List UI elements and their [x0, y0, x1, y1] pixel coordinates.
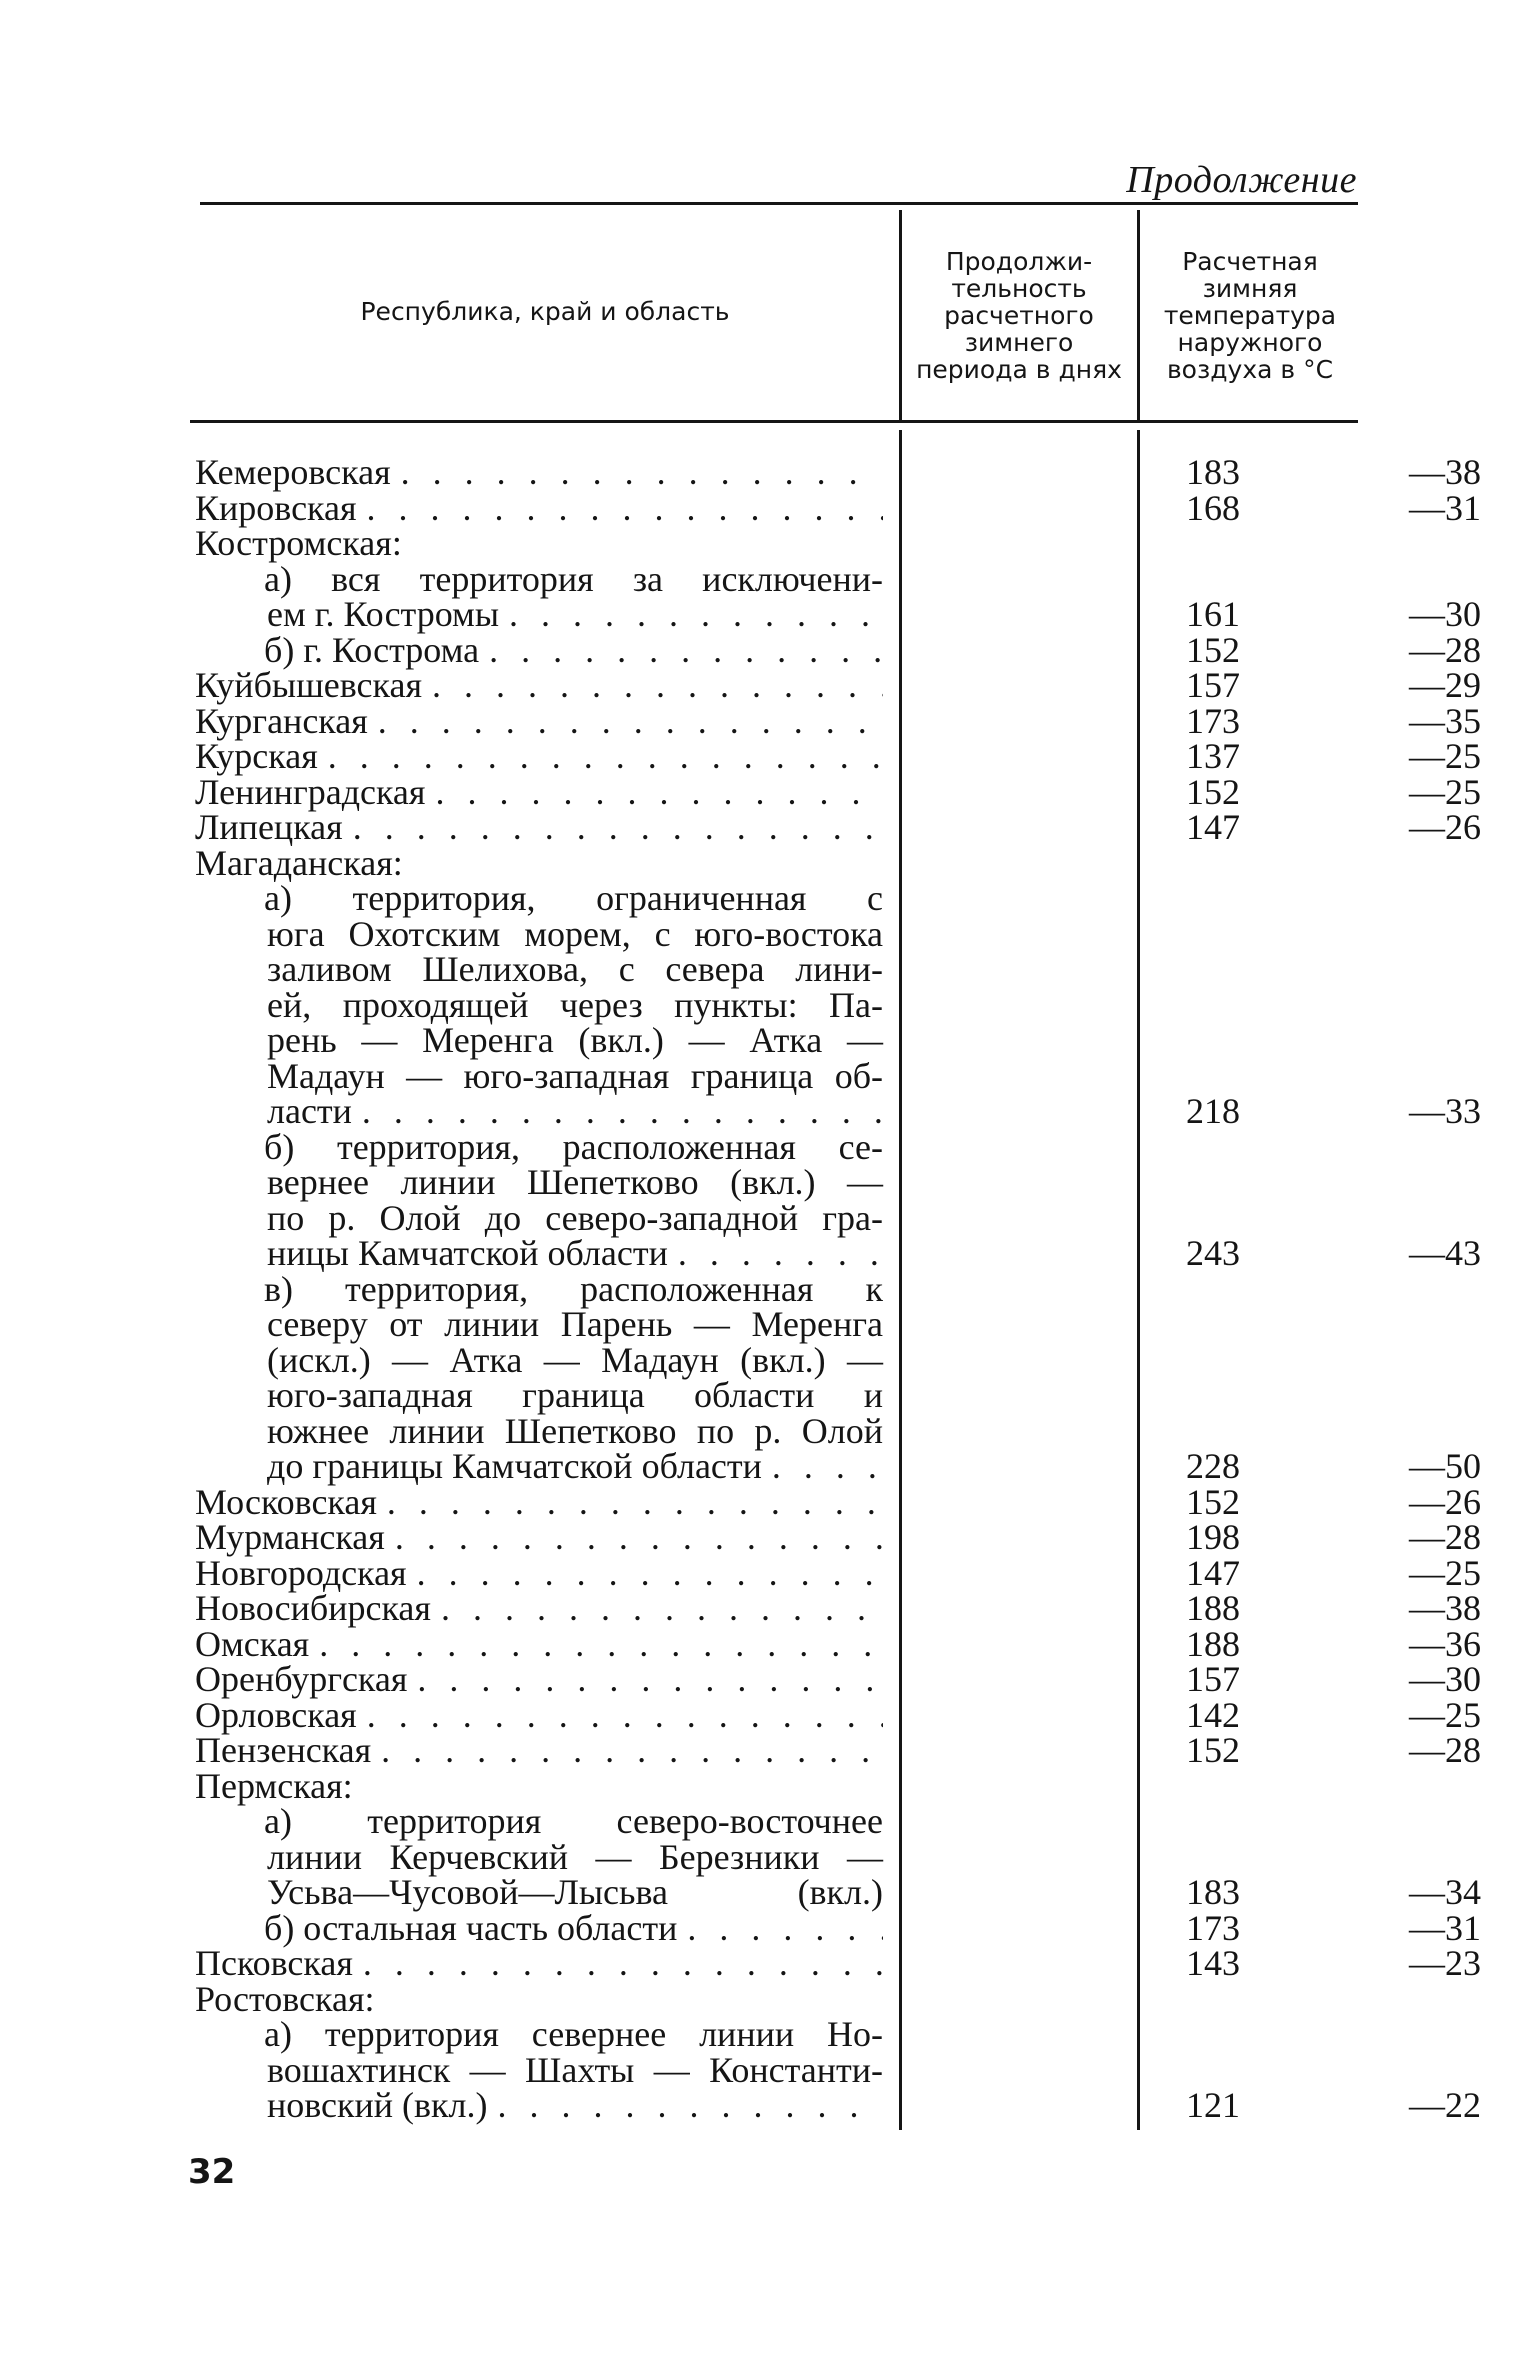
region-cell — [267, 1410, 883, 1451]
dot-leader — [352, 1094, 883, 1130]
temperature-cell: —26 — [1409, 807, 1481, 847]
dot-leader — [343, 810, 883, 846]
temperature-cell: —25 — [1409, 736, 1481, 776]
days-cell: 152 — [1186, 1730, 1240, 1770]
days-cell: 121 — [1186, 2085, 1240, 2125]
region-cell — [267, 1339, 883, 1380]
days-cell: 173 — [1186, 700, 1240, 741]
region-name: новский (вкл.) — [267, 2085, 488, 2125]
region-name: Мадаун — юго-западная граница об- — [267, 1055, 883, 1096]
region-cell — [267, 1055, 883, 1096]
region-cell — [267, 1446, 883, 1486]
region-cell — [195, 523, 883, 563]
region-cell — [267, 2085, 883, 2125]
region-name: Костромская: — [195, 523, 402, 563]
region-cell — [267, 2049, 883, 2090]
temperature-cell: —38 — [1409, 452, 1481, 492]
region-name: вошахтинск — Шахты — Константи- — [267, 2049, 883, 2090]
days-cell: 147 — [1186, 807, 1240, 847]
region-cell — [195, 736, 883, 776]
region-name: заливом Шелихова, с севера лини- — [267, 949, 883, 989]
column-divider-1 — [899, 210, 902, 420]
region-name: б) остальная часть области — [264, 1907, 678, 1948]
region-name: Пензенская — [195, 1730, 372, 1770]
region-cell — [267, 984, 883, 1025]
region-cell — [195, 1517, 883, 1557]
region-name: Оренбургская — [195, 1659, 408, 1699]
header-days-line: Продолжи- — [945, 247, 1093, 276]
region-name: Орловская — [195, 1694, 357, 1735]
region-name: а) вся территория за исключени- — [264, 558, 883, 599]
dot-leader — [371, 1733, 883, 1769]
region-name: (искл.) — Атка — Мадаун (вкл.) — — [267, 1339, 883, 1380]
region-name: Курганская — [195, 700, 368, 741]
header-days — [904, 248, 1134, 383]
temperature-cell: —31 — [1409, 1907, 1481, 1948]
days-cell: 183 — [1186, 1872, 1240, 1912]
region-name: ем г. Костромы — [267, 594, 500, 634]
region-name: Кировская — [195, 487, 357, 528]
region-cell — [267, 1304, 883, 1344]
region-cell — [267, 913, 883, 954]
region-name: южнее линии Шепетково по р. Олой — [267, 1410, 883, 1451]
header-temperature-line: зимняя — [1202, 274, 1298, 303]
region-cell — [264, 1126, 883, 1167]
temperature-cell: —29 — [1409, 665, 1481, 705]
region-name: Липецкая — [195, 807, 343, 847]
region-cell — [267, 1233, 883, 1273]
temperature-cell: —36 — [1409, 1623, 1481, 1664]
region-name: а) территория севернее линии Но- — [264, 2014, 883, 2054]
region-name: по р. Олой до северо-западной гра- — [267, 1197, 883, 1238]
region-name: Ростовская: — [195, 1978, 375, 2019]
page-number: 32 — [188, 2152, 236, 2192]
region-name: линии Керчевский — Березники — — [267, 1836, 883, 1877]
temperature-cell: —28 — [1409, 1730, 1481, 1770]
region-cell — [264, 558, 883, 599]
region-name: б) г. Кострома — [264, 629, 480, 670]
days-cell: 143 — [1186, 1943, 1240, 1983]
dot-leader — [318, 739, 883, 775]
temperature-cell: —38 — [1409, 1588, 1481, 1628]
dot-leader — [407, 1556, 883, 1592]
region-cell — [267, 1197, 883, 1238]
days-cell: 188 — [1186, 1623, 1240, 1664]
region-cell — [195, 1765, 883, 1806]
region-cell — [195, 842, 883, 883]
header-days-line: тельность — [951, 274, 1087, 303]
temperature-cell: —26 — [1409, 1481, 1481, 1522]
region-cell — [195, 487, 883, 528]
region-cell — [195, 771, 883, 812]
region-name: Новгородская — [195, 1552, 407, 1593]
header-days-line: зимнего — [964, 328, 1074, 357]
temperature-cell: —25 — [1409, 771, 1481, 812]
days-cell: 183 — [1186, 452, 1240, 492]
dot-leader — [762, 1449, 883, 1485]
header-days-line: расчетного — [944, 301, 1094, 330]
region-cell — [267, 1836, 883, 1877]
continuation-label: Продолжение — [1126, 159, 1357, 201]
region-cell — [264, 1801, 883, 1841]
header-bottom-rule — [190, 420, 1358, 423]
days-cell: 152 — [1186, 629, 1240, 670]
header-temperature-line: температура — [1163, 301, 1337, 330]
region-cell — [195, 1659, 883, 1699]
dot-leader — [368, 704, 883, 740]
region-cell — [195, 807, 883, 847]
region-cell — [267, 1162, 883, 1202]
days-cell: 152 — [1186, 1481, 1240, 1522]
region-cell — [264, 1268, 883, 1309]
region-cell — [264, 2014, 883, 2054]
days-cell: 161 — [1186, 594, 1240, 634]
region-name: юга Охотским морем, с юго-востока — [267, 913, 883, 954]
temperature-cell: —34 — [1409, 1872, 1481, 1912]
table-top-rule — [200, 202, 1358, 205]
temperature-cell: —30 — [1409, 594, 1481, 634]
region-name: Магаданская: — [195, 842, 403, 883]
region-cell — [264, 629, 883, 670]
dot-leader — [422, 668, 883, 704]
temperature-cell: —23 — [1409, 1943, 1481, 1983]
header-region: Республика, край и область — [360, 297, 730, 326]
temperature-cell: —25 — [1409, 1552, 1481, 1593]
region-cell — [267, 1091, 883, 1131]
region-name: б) территория, расположенная се- — [264, 1126, 883, 1167]
header-days-line: периода в днях — [916, 355, 1122, 384]
days-cell: 157 — [1186, 665, 1240, 705]
region-cell — [195, 1943, 883, 1983]
days-cell: 137 — [1186, 736, 1240, 776]
dot-leader — [309, 1627, 883, 1663]
region-cell — [195, 1552, 883, 1593]
region-name: ницы Камчатской области — [267, 1233, 668, 1273]
temperature-cell: —28 — [1409, 1517, 1481, 1557]
region-name: Усьва—Чусовой—Лысьва (вкл.) — [267, 1872, 883, 1912]
dot-leader — [499, 597, 883, 633]
days-cell: 157 — [1186, 1659, 1240, 1699]
region-name: Куйбышевская — [195, 665, 423, 705]
dot-leader — [391, 455, 883, 491]
dot-leader — [377, 1485, 883, 1521]
days-cell: 173 — [1186, 1907, 1240, 1948]
region-cell — [264, 1907, 883, 1948]
dot-leader — [479, 633, 883, 669]
region-name: Кемеровская — [195, 452, 391, 492]
region-name: Курская — [195, 736, 318, 776]
region-name: Пермская: — [195, 1765, 353, 1806]
region-name: Ленинградская — [195, 771, 426, 812]
header-temperature-line: Расчетная — [1182, 247, 1318, 276]
region-cell — [195, 1588, 883, 1628]
days-cell: 152 — [1186, 771, 1240, 812]
dot-leader — [487, 2088, 883, 2124]
days-cell: 142 — [1186, 1694, 1240, 1735]
region-cell — [267, 949, 883, 989]
region-name: Омская — [195, 1623, 310, 1664]
region-name: рень — Меренга (вкл.) — Атка — — [267, 1020, 883, 1060]
region-cell — [195, 1623, 883, 1664]
temperature-cell: —50 — [1409, 1446, 1481, 1486]
region-name: Новосибирская — [195, 1588, 431, 1628]
dot-leader — [425, 775, 883, 811]
region-name: а) территория северо-восточнее — [264, 1801, 883, 1841]
region-cell — [195, 1730, 883, 1770]
region-name: Московская — [195, 1481, 377, 1522]
temperature-cell: —30 — [1409, 1659, 1481, 1699]
days-cell: 168 — [1186, 487, 1240, 528]
region-cell — [267, 1375, 883, 1415]
region-cell — [267, 1020, 883, 1060]
region-cell — [195, 1978, 883, 2019]
region-cell — [195, 665, 883, 705]
dot-leader — [668, 1236, 883, 1272]
days-cell: 243 — [1186, 1233, 1240, 1273]
dot-leader — [677, 1911, 883, 1947]
region-name: до границы Камчатской области — [267, 1446, 762, 1486]
temperature-cell: —35 — [1409, 700, 1481, 741]
region-name: северу от линии Парень — Меренга — [267, 1304, 883, 1344]
dot-leader — [385, 1520, 883, 1556]
region-cell — [195, 700, 883, 741]
dot-leader — [357, 1698, 883, 1734]
region-name: а) территория, ограниченная с — [264, 878, 883, 918]
temperature-cell: —22 — [1409, 2085, 1481, 2125]
region-cell — [267, 594, 883, 634]
region-name: Мурманская — [195, 1517, 385, 1557]
days-cell: 147 — [1186, 1552, 1240, 1593]
temperature-cell: —28 — [1409, 629, 1481, 670]
region-name: в) территория, расположенная к — [264, 1268, 883, 1309]
region-name: юго-западная граница области и — [267, 1375, 883, 1415]
temperature-cell: —33 — [1409, 1091, 1481, 1131]
column-divider-1-body — [899, 430, 902, 2130]
region-cell — [195, 452, 883, 492]
temperature-cell: —43 — [1409, 1233, 1481, 1273]
region-cell — [195, 1694, 883, 1735]
days-cell: 188 — [1186, 1588, 1240, 1628]
header-temperature-line: наружного — [1177, 328, 1323, 357]
region-name: ей, проходящей через пункты: Па- — [267, 984, 883, 1025]
region-cell — [195, 1481, 883, 1522]
dot-leader — [353, 1946, 883, 1982]
region-name: вернее линии Шепетково (вкл.) — — [267, 1162, 883, 1202]
days-cell: 228 — [1186, 1446, 1240, 1486]
header-temperature — [1140, 248, 1360, 383]
temperature-cell: —25 — [1409, 1694, 1481, 1735]
region-name: Псковская — [195, 1943, 353, 1983]
region-name: ласти — [267, 1091, 352, 1131]
days-cell: 198 — [1186, 1517, 1240, 1557]
dot-leader — [407, 1662, 883, 1698]
temperature-cell: —31 — [1409, 487, 1481, 528]
region-cell — [267, 1872, 883, 1912]
days-cell: 218 — [1186, 1091, 1240, 1131]
dot-leader — [357, 491, 883, 527]
dot-leader — [431, 1591, 883, 1627]
region-cell — [264, 878, 883, 918]
header-temperature-line: воздуха в °С — [1166, 355, 1334, 384]
